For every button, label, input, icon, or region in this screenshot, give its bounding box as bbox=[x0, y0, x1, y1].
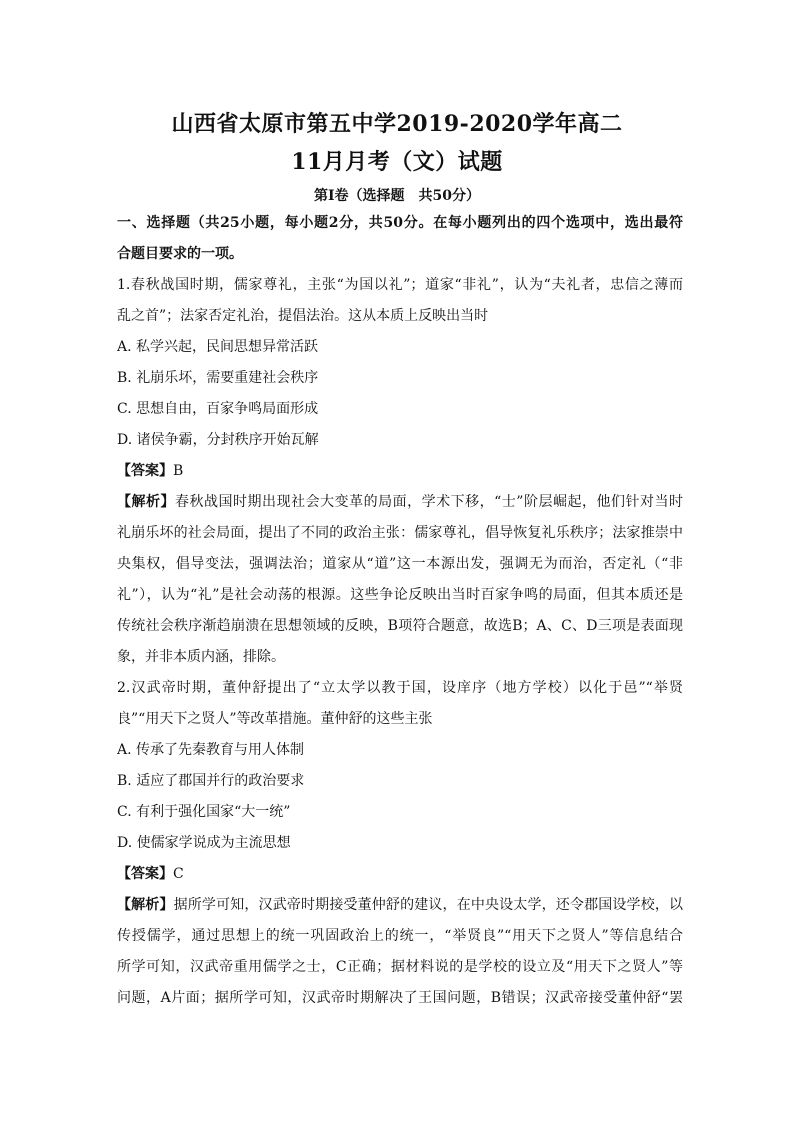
q1-analysis-text-1: 春秋战国时期出现社会大变革的局面，学术下移，“士”阶层崛起，他们针对当时 bbox=[175, 494, 683, 510]
section-instructions-line-1: 一、选择题（共25小题，每小题2分，共50分。在每小题列出的四个选项中，选出最符 bbox=[117, 215, 683, 231]
q2-answer-value: C bbox=[173, 866, 184, 882]
q1-analysis-line-2: 礼崩乐坏的社会局面，提出了不同的政治主张：儒家尊礼，倡导恢复礼乐秩序；法家推崇中 bbox=[117, 525, 683, 541]
q2-analysis-text-1: 据所学可知，汉武帝时期接受董仲舒的建议，在中央设太学，还令郡国设学校，以 bbox=[173, 897, 683, 913]
q1-option-c: C. 思想自由，百家争鸣局面形成 bbox=[117, 401, 319, 417]
q2-option-c: C. 有利于强化国家“大一统” bbox=[117, 804, 291, 820]
q1-analysis-line-5: 传统社会秩序渐趋崩溃在思想领域的反映，B项符合题意，故选B；A、C、D三项是表面现 bbox=[117, 618, 683, 634]
q2-option-d: D. 使儒家学说成为主流思想 bbox=[117, 835, 291, 851]
document-title-line-2: 11月月考（文）试题 bbox=[291, 149, 503, 175]
q2-stem-line-1: 2.汉武帝时期，董仲舒提出了“立太学以教于国，设庠序（地方学校）以化于邑”“举贤 bbox=[117, 680, 683, 696]
q2-analysis-tag: 【解析】 bbox=[117, 897, 174, 913]
q2-analysis-line-1 bbox=[117, 890, 683, 921]
q1-answer bbox=[117, 456, 683, 487]
q2-option-b: B. 适应了郡国并行的政治要求 bbox=[117, 773, 305, 789]
q1-analysis-line-6: 象，并非本质内涵，排除。 bbox=[117, 649, 285, 665]
section-instructions-line-2: 合题目要求的一项。 bbox=[117, 246, 243, 262]
q1-option-a: A. 私学兴起，民间思想异常活跃 bbox=[117, 339, 319, 355]
volume-heading: 第Ⅰ卷（选择题 共50分） bbox=[313, 188, 481, 204]
q1-option-d: D. 诸侯争霸，分封秩序开始瓦解 bbox=[117, 432, 319, 448]
q1-analysis-line-3: 央集权，倡导变法，强调法治；道家从“道”这一本源出发，强调无为而治，否定礼（“非 bbox=[117, 556, 683, 572]
q1-analysis-line-4: 礼”），认为“礼”是社会动荡的根源。这些争论反映出当时百家争鸣的局面，但其本质还是 bbox=[117, 587, 683, 603]
q1-answer-value: B bbox=[173, 463, 184, 479]
q1-analysis-line-1 bbox=[117, 487, 683, 518]
q1-stem-line-1: 1.春秋战国时期，儒家尊礼，主张“为国以礼”；道家“非礼”，认为“夫礼者，忠信之薄而 bbox=[117, 277, 683, 293]
document-title-line-1: 山西省太原市第五中学2019-2020学年高二 bbox=[171, 111, 623, 137]
q2-analysis-line-4: 问题，A片面；据所学可知，汉武帝时期解决了王国问题，B错误；汉武帝接受董仲舒“罢 bbox=[117, 990, 683, 1006]
q2-analysis-line-2: 传授儒学，通过思想上的统一巩固政治上的统一，“举贤良”“用天下之贤人”等信息结合 bbox=[117, 928, 683, 944]
q1-option-b: B. 礼崩乐坏，需要重建社会秩序 bbox=[117, 370, 319, 386]
document-body bbox=[117, 208, 683, 1014]
q2-analysis-line-3: 所学可知，汉武帝重用儒学之士，C正确；据材料说的是学校的设立及“用天下之贤人”等 bbox=[117, 959, 683, 975]
q2-answer bbox=[117, 859, 683, 890]
q1-stem-line-2: 乱之首”；法家否定礼治，提倡法治。这从本质上反映出当时 bbox=[117, 308, 489, 324]
q2-option-a: A. 传承了先秦教育与用人体制 bbox=[117, 742, 305, 758]
q1-answer-tag: 【答案】 bbox=[117, 463, 173, 479]
q2-answer-tag: 【答案】 bbox=[117, 866, 173, 882]
q1-analysis-tag: 【解析】 bbox=[117, 494, 176, 510]
q2-stem-line-2: 良”“用天下之贤人”等改革措施。董仲舒的这些主张 bbox=[117, 711, 433, 727]
